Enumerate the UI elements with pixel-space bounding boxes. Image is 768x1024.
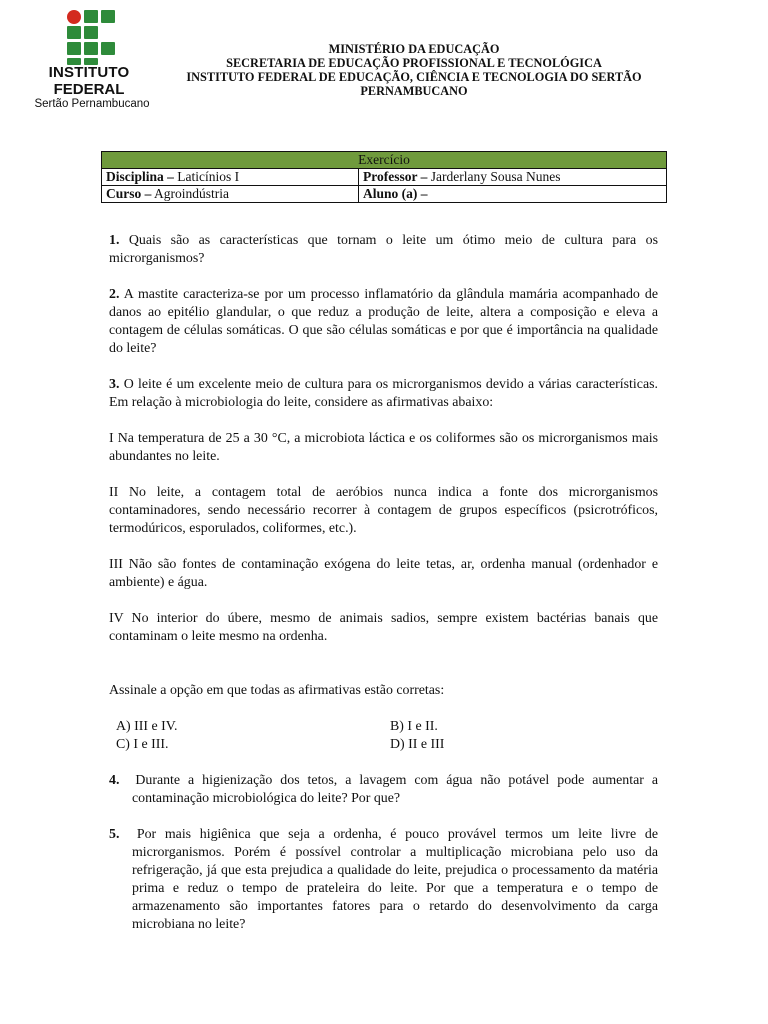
exercise-info-table: [101, 151, 667, 203]
statement-i: I Na temperatura de 25 a 30 °C, a microbiota láctica e os coliformes são os microrganismos mais abundantes no leite.: [109, 431, 658, 464]
question-2-number: 2.: [109, 287, 120, 302]
question-1-text: Quais são as características que tornam o leite um ótimo meio de cultura para os microrganismos?: [109, 233, 658, 266]
answer-options: [109, 718, 658, 754]
institute-logo: [32, 8, 152, 108]
header-institute: INSTITUTO FEDERAL DE EDUCAÇÃO, CIÊNCIA E TECNOLOGIA DO SERTÃO: [186, 70, 642, 84]
question-5: [109, 826, 658, 934]
question-5-number: 5.: [109, 827, 120, 842]
header-ministry: MINISTÉRIO DA EDUCAÇÃO: [328, 42, 500, 56]
question-4: [109, 772, 658, 808]
question-4-number: 4.: [109, 773, 120, 788]
aluno-label: Aluno (a) –: [363, 186, 428, 201]
aluno-cell[interactable]: [359, 186, 667, 203]
statement-iv: IV No interior do úbere, mesmo de animais sadios, sempre existem bactérias banais que contaminam o leite mesmo na ordenha.: [109, 611, 658, 644]
institute-logo-icon: [67, 10, 115, 65]
option-c: C) I e III.: [116, 737, 169, 752]
disciplina-cell: [102, 169, 359, 186]
question-3: [109, 376, 658, 412]
table-row: [102, 186, 667, 203]
disciplina-label: Disciplina –: [106, 169, 174, 184]
professor-label: Professor –: [363, 169, 428, 184]
table-header-row: [102, 152, 667, 169]
document-header: [150, 42, 678, 98]
table-row: [102, 169, 667, 186]
question-2: [109, 286, 658, 358]
question-3-number: 3.: [109, 377, 120, 392]
header-institute-cont: PERNAMBUCANO: [360, 84, 468, 98]
option-a: A) III e IV.: [116, 719, 178, 734]
question-1: [109, 232, 658, 268]
curso-value: Agroindústria: [154, 186, 230, 201]
question-3-text: O leite é um excelente meio de cultura para os microrganismos devido a várias características. Em relação à microbiologia do leite, considere as afirmativas abaixo:: [109, 377, 658, 410]
professor-cell: [359, 169, 667, 186]
option-d: D) II e III: [390, 737, 445, 752]
question-4-text: Durante a higienização dos tetos, a lavagem com água não potável pode aumentar a contaminação microbiológica do leite? Por que?: [132, 773, 659, 806]
curso-label: Curso –: [106, 186, 152, 201]
professor-value: Jarderlany Sousa Nunes: [430, 169, 561, 184]
question-2-text: A mastite caracteriza-se por um processo inflamatório da glândula mamária acompanhado de danos ao epitélio glandular, o que reduz a produção de leite, altera a composição e eleva a contagem de células somáticas. O que são células somáticas e por que é importância na qualidade do leite?: [109, 287, 658, 356]
question-3-prompt: Assinale a opção em que todas as afirmativas estão corretas:: [109, 683, 445, 698]
logo-text-federal: FEDERAL: [53, 81, 125, 98]
table-title: Exercício: [102, 152, 667, 169]
header-secretariat: SECRETARIA DE EDUCAÇÃO PROFISSIONAL E TECNOLÓGICA: [226, 56, 602, 70]
logo-text-campus: Sertão Pernambucano: [34, 98, 150, 110]
disciplina-value: Laticínios I: [177, 169, 240, 184]
exercise-content: [109, 232, 658, 952]
curso-cell: [102, 186, 359, 203]
statement-ii: II No leite, a contagem total de aeróbios nunca indica a fonte dos microrganismos contaminadores, sendo necessário recorrer à contagem de grupos específicos (psicrotróficos, termodúricos, esporulados, coliformes, etc.).: [109, 485, 658, 536]
question-1-number: 1.: [109, 233, 120, 248]
statement-iii: III Não são fontes de contaminação exógena do leite tetas, ar, ordenha manual (ordenhador e ambiente) e água.: [109, 557, 658, 590]
logo-text-instituto: INSTITUTO: [48, 64, 130, 81]
question-5-text: Por mais higiênica que seja a ordenha, é pouco provável termos um leite livre de microrganismos. Porém é possível controlar a multiplicação microbiana pelo uso da refrigeração, já que esta prejudica a qualidade do leite, prejudica o processamento da matéria prima e reduz o tempo de prateleira do leite. Por que a temperatura e o tempo de armazenamento são importantes fatores para o retardo do desenvolvimento da carga microbiana no leite?: [132, 827, 658, 932]
option-b: B) I e II.: [390, 719, 438, 734]
